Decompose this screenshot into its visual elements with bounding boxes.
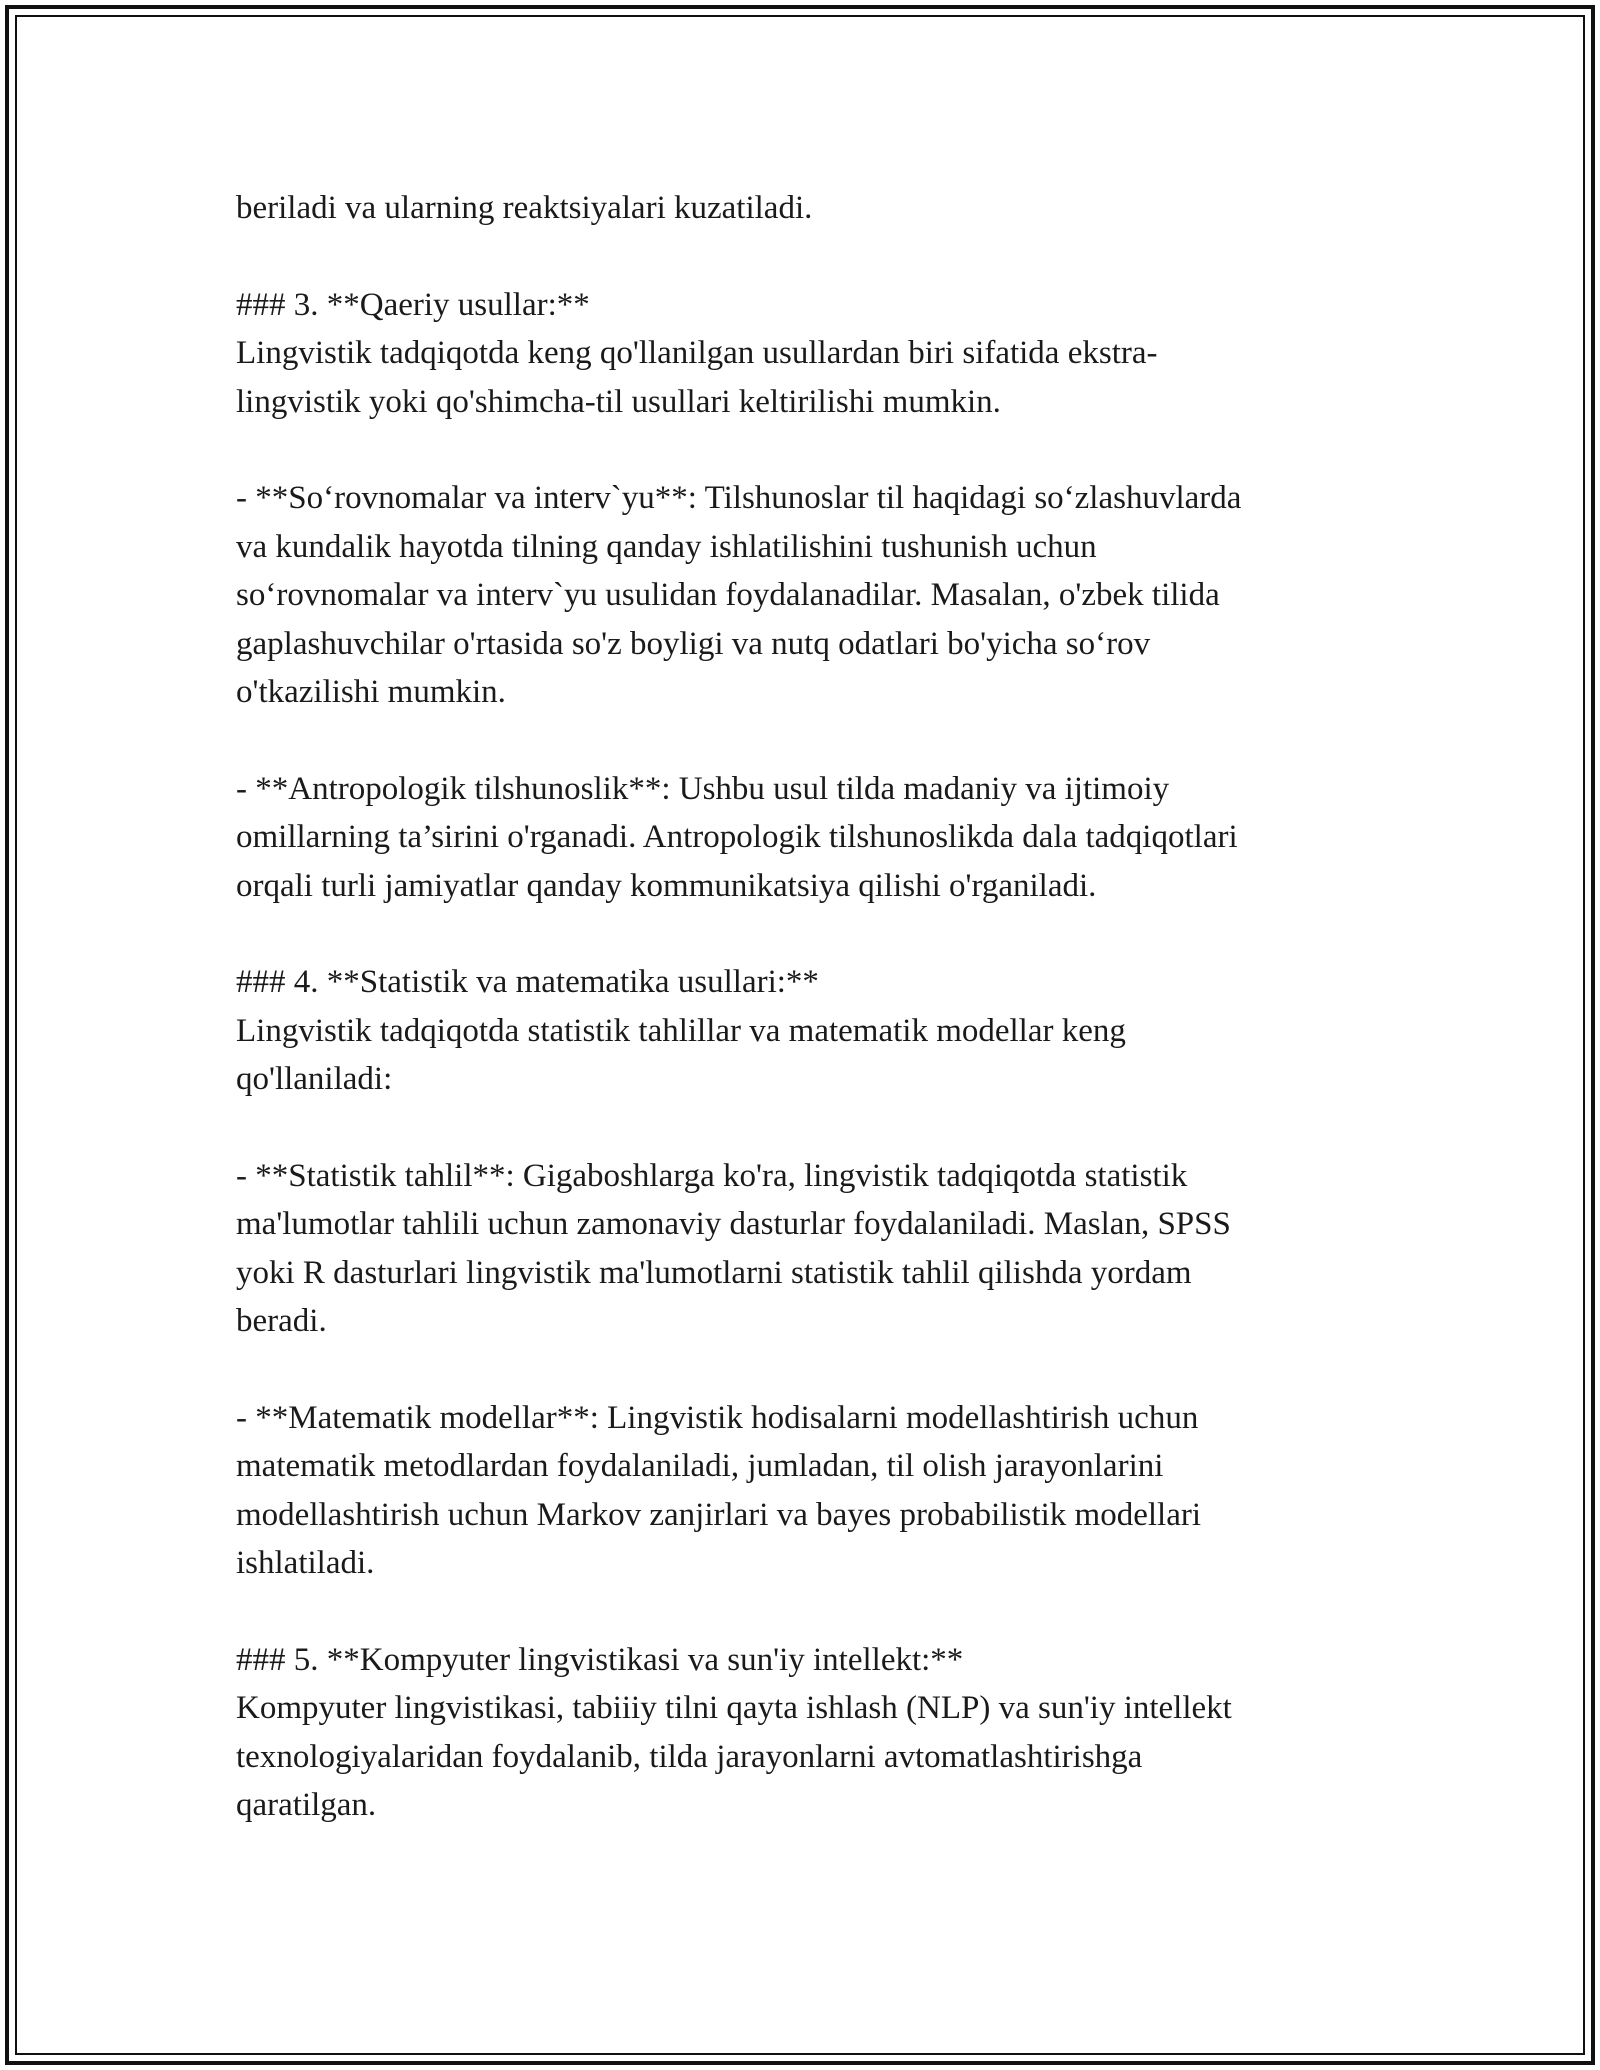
text-line: - **Matematik modellar**: Lingvistik hodisalarni modellashtirish uchun: [236, 1400, 1199, 1437]
text-line: lingvistik yoki qo'shimcha-til usullari keltirilishi mumkin.: [236, 383, 1001, 420]
text-line: o'tkazilishi mumkin.: [236, 674, 506, 711]
text-line: Lingvistik tadqiqotda statistik tahlillar va matematik modellar keng: [236, 1012, 1126, 1049]
list-item-statistical-analysis: [236, 1152, 1366, 1346]
text-line: - **So‘rovnomalar va interv`yu**: Tilshunoslar til haqidagi so‘zlashuvlarda: [236, 480, 1242, 517]
text-line: texnologiyalaridan foydalanib, tilda jarayonlarni avtomatlashtirishga: [236, 1738, 1143, 1775]
section-statistical-methods: [236, 958, 1366, 1103]
text-line: so‘rovnomalar va interv`yu usulidan foydalanadilar. Masalan, o'zbek tilida: [236, 577, 1220, 614]
text-line: beriladi va ularning reaktsiyalari kuzatiladi.: [236, 190, 813, 226]
text-line: beradi.: [236, 1303, 327, 1340]
text-line: - **Antropologik tilshunoslik**: Ushbu usul tilda madaniy va ijtimoiy: [236, 770, 1170, 807]
text-line: va kundalik hayotda tilning qanday ishlatilishini tushunish uchun: [236, 528, 1097, 565]
section-heading: ### 3. **Qaeriy usullar:**: [236, 286, 590, 323]
text-line: orqali turli jamiyatlar qanday kommunikatsiya qilishi o'rganiladi.: [236, 867, 1097, 904]
text-line: yoki R dasturlari lingvistik ma'lumotlarni statistik tahlil qilishda yordam: [236, 1254, 1192, 1291]
text-line: ma'lumotlar tahlili uchun zamonaviy dasturlar foydalaniladi. Maslan, SPSS: [236, 1206, 1231, 1243]
section-heading: ### 5. **Kompyuter lingvistikasi va sun'iy intellekt:**: [236, 1642, 964, 1679]
section-computational-linguistics: [236, 1636, 1366, 1830]
list-item-surveys: [236, 474, 1366, 716]
document-body: [236, 184, 1366, 1878]
text-line: qo'llaniladi:: [236, 1061, 393, 1098]
text-line: ishlatiladi.: [236, 1545, 375, 1582]
text-line: matematik metodlardan foydalaniladi, jumladan, til olish jarayonlarini: [236, 1448, 1164, 1485]
text-line: Lingvistik tadqiqotda keng qo'llanilgan usullardan biri sifatida ekstra-: [236, 335, 1158, 372]
text-line: - **Statistik tahlil**: Gigaboshlarga ko'ra, lingvistik tadqiqotda statistik: [236, 1158, 1188, 1195]
text-block-intro: [236, 184, 1366, 232]
text-line: Kompyuter lingvistikasi, tabiiiy tilni qayta ishlash (NLP) va sun'iy intellekt: [236, 1690, 1232, 1727]
text-line: gaplashuvchilar o'rtasida so'z boyligi va nutq odatlari bo'yicha so‘rov: [236, 625, 1151, 662]
section-qualitative-methods: [236, 281, 1366, 426]
text-line: omillarning ta’sirini o'rganadi. Antropologik tilshunoslikda dala tadqiqotlari: [236, 819, 1238, 856]
list-item-math-models: [236, 1394, 1366, 1588]
text-line: qaratilgan.: [236, 1787, 377, 1824]
section-heading: ### 4. **Statistik va matematika usullari:**: [236, 964, 819, 1001]
list-item-anthropological: [236, 765, 1366, 910]
text-line: modellashtirish uchun Markov zanjirlari va bayes probabilistik modellari: [236, 1496, 1202, 1533]
